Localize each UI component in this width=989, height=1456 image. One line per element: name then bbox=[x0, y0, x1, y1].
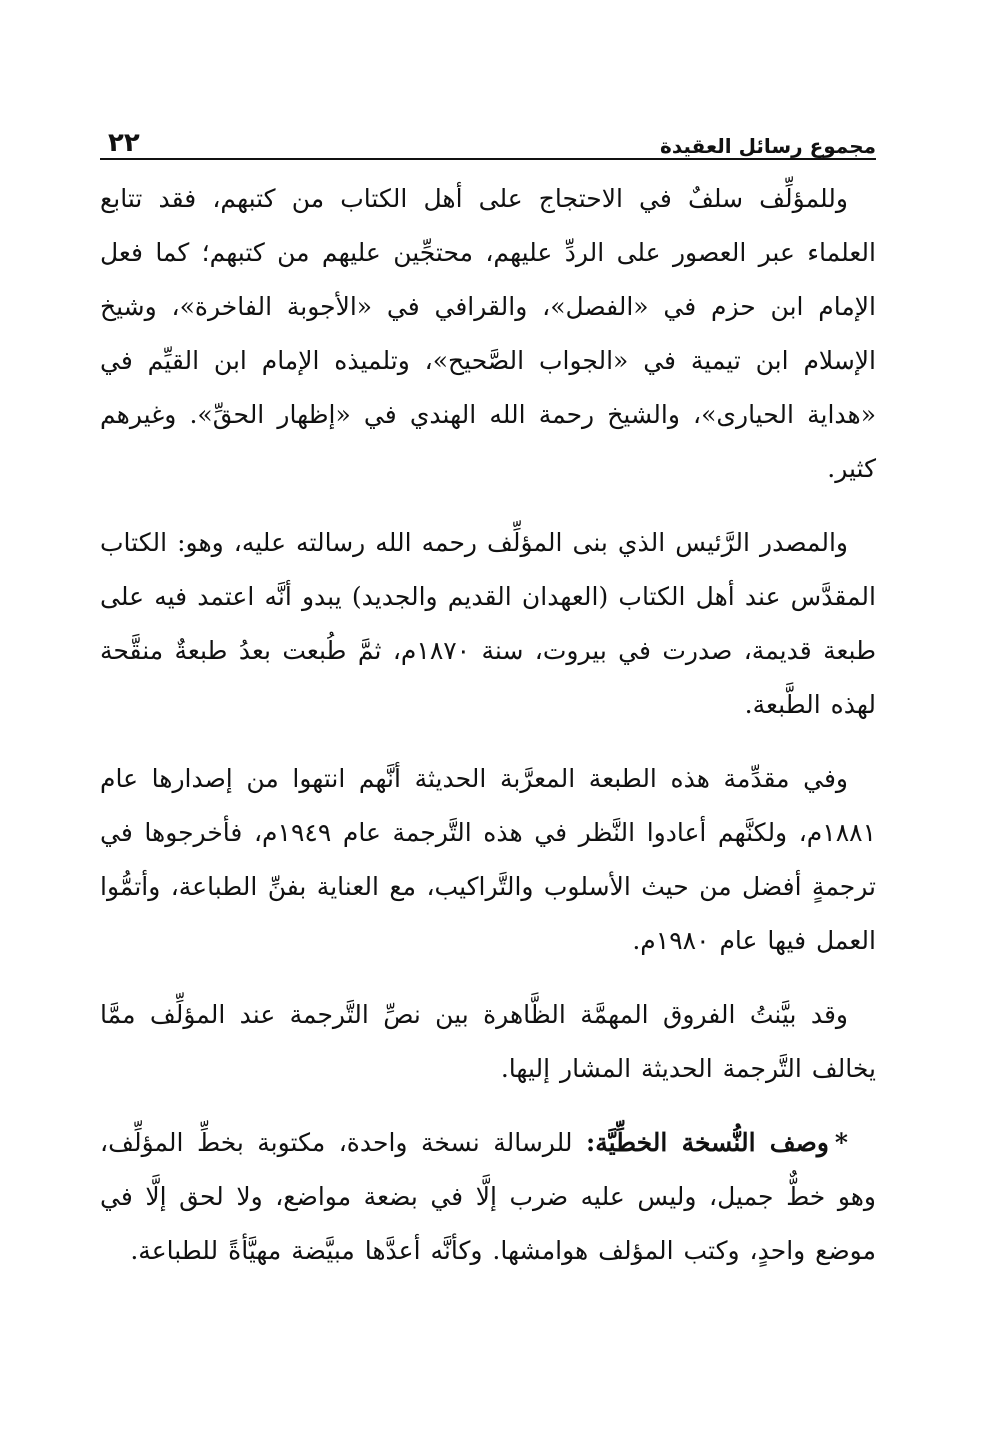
page bbox=[100, 120, 876, 1298]
bullet-mark: * bbox=[834, 1128, 848, 1157]
running-title: مجموع رسائل العقيدة bbox=[660, 134, 876, 158]
manuscript-description bbox=[100, 1116, 876, 1278]
manuscript-text: للرسالة نسخة واحدة، مكتوبة بخطِّ المؤلِّف، وهو خطٌّ جميل، وليس عليه ضرب إلَّا في بضعة مواضع، ولا لحق إلَّا في موضع واحدٍ، وكتب المؤلف هوامشها. وكأنَّه أعدَّها مبيَّضة مهيَّأةً للطباعة. bbox=[100, 1128, 876, 1265]
paragraph-predecessors: وللمؤلِّف سلفٌ في الاحتجاج على أهل الكتاب من كتبهم، فقد تتابع العلماء عبر العصور على الردِّ عليهم، محتجِّين عليهم من كتبهم؛ كما فعل الإمام ابن حزم في «الفصل»، والقرافي في «الأجوبة الفاخرة»، وشيخ الإسلام ابن تيمية في «الجواب الصَّحيح»، وتلميذه الإمام ابن القيِّم في «هداية الحيارى»، والشيخ رحمة الله الهندي في «إظهار الحقِّ». وغيرهم كثير. bbox=[100, 184, 876, 483]
paragraph-differences: وقد بيَّنتُ الفروق المهمَّة الظَّاهرة بين نصِّ التَّرجمة عند المؤلِّف ممَّا يخالف التَّرجمة الحديثة المشار إليها. bbox=[100, 1000, 876, 1083]
paragraph-main-source: والمصدر الرَّئيس الذي بنى المؤلِّف رحمه الله رسالته عليه، وهو: الكتاب المقدَّس عند أهل الكتاب (العهدان القديم والجديد) يبدو أنَّه اعتمد فيه على طبعة قديمة، صدرت في بيروت، سنة ١٨٧٠م، ثمَّ طُبعت بعدُ طبعةٌ منقَّحة لهذه الطَّبعة. bbox=[100, 528, 877, 719]
page-number: ٢٢ bbox=[108, 128, 140, 158]
paragraph-translation-history: وفي مقدِّمة هذه الطبعة المعرَّبة الحديثة أنَّهم انتهوا من إصدارها عام ١٨٨١م، ولكنَّهم أعادوا النَّظر في هذه التَّرجمة عام ١٩٤٩م، فأخرجوها في ترجمةٍ أفضل من حيث الأسلوب والتَّراكيب، مع العناية بفنِّ الطباعة، وأتمُّوا العمل فيها عام ١٩٨٠م. bbox=[100, 764, 876, 955]
page-header bbox=[100, 120, 876, 160]
manuscript-heading: وصف النُّسخة الخطِّيَّة: bbox=[585, 1128, 829, 1157]
